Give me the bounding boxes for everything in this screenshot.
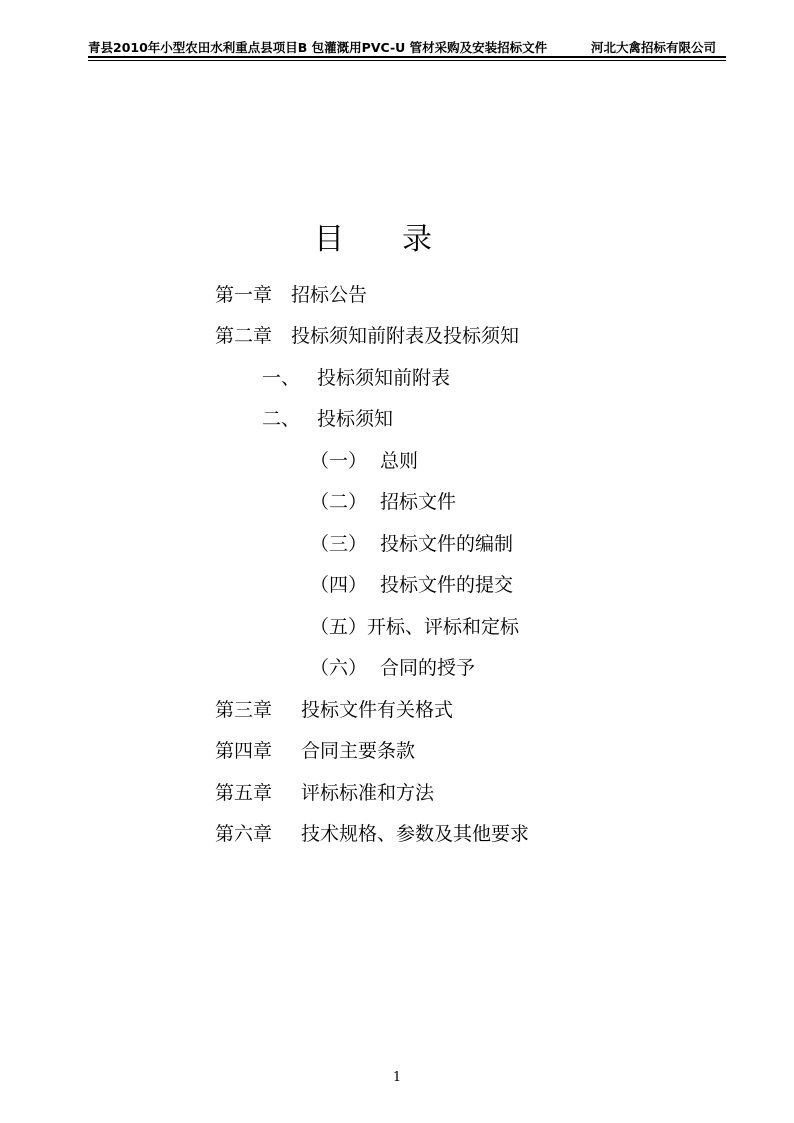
page-header (88, 36, 726, 56)
toc-entry-text: 开标、评标和定标 (367, 616, 520, 638)
toc-entry-number: 一、 (262, 367, 301, 389)
toc-entry-number: （一） (310, 450, 368, 472)
page-number: 1 (392, 1070, 402, 1085)
toc-entry[interactable] (310, 572, 513, 598)
toc-entry-number: （二） (310, 491, 368, 513)
toc-entry-number: 二、 (262, 408, 301, 430)
toc-entry[interactable] (215, 282, 367, 308)
toc-entry-text: 评标标准和方法 (301, 782, 435, 804)
toc-entry[interactable] (310, 655, 475, 681)
header-rule-thick (88, 56, 726, 58)
toc-entry[interactable] (262, 406, 393, 432)
toc-entry-text: 投标文件有关格式 (301, 699, 454, 721)
toc-entry[interactable] (262, 365, 450, 391)
toc-entry-number: 第三章 (215, 699, 273, 721)
toc-entry-number: 第二章 (215, 325, 273, 347)
toc-entry-text: 总则 (380, 450, 419, 472)
toc-entry-number: 第六章 (215, 823, 273, 845)
toc-entry-text: 技术规格、参数及其他要求 (301, 823, 530, 845)
toc-entry[interactable] (310, 614, 519, 640)
page-title: 目录 (314, 222, 490, 257)
header-document-title: 青县2010年小型农田水利重点县项目B 包灌溉用PVC-U 管材采购及安装招标文件 (88, 40, 548, 55)
toc-entry-text: 投标须知前附表及投标须知 (291, 325, 520, 347)
toc-entry-text: 招标文件 (380, 491, 457, 513)
toc-entry-text: 招标公告 (291, 284, 368, 306)
toc-entry-text: 投标文件的提交 (380, 574, 514, 596)
toc-entry-text: 合同的授予 (380, 657, 476, 679)
toc-entry-text: 合同主要条款 (301, 740, 416, 762)
toc-entry[interactable] (310, 448, 418, 474)
toc-entry[interactable] (215, 697, 453, 723)
toc-entry[interactable] (310, 531, 513, 557)
toc-entry[interactable] (215, 780, 434, 806)
toc-entry-text: 投标须知前附表 (317, 367, 451, 389)
toc-entry-text: 投标文件的编制 (380, 533, 514, 555)
toc-entry-number: 第四章 (215, 740, 273, 762)
toc-entry[interactable] (215, 323, 519, 349)
header-rule-thin (88, 60, 726, 61)
toc-entry-number: （三） (310, 533, 368, 555)
toc-entry-number: （四） (310, 574, 368, 596)
toc-entry[interactable] (215, 738, 415, 764)
toc-entry-text: 投标须知 (317, 408, 394, 430)
toc-entry-number: （五） (310, 616, 368, 638)
toc-entry-number: （六） (310, 657, 368, 679)
toc-entry[interactable] (215, 821, 529, 847)
toc-entry-number: 第一章 (215, 284, 273, 306)
toc-entry-number: 第五章 (215, 782, 273, 804)
header-company-name: 河北大禽招标有限公司 (590, 40, 716, 55)
toc-entry[interactable] (310, 489, 456, 515)
